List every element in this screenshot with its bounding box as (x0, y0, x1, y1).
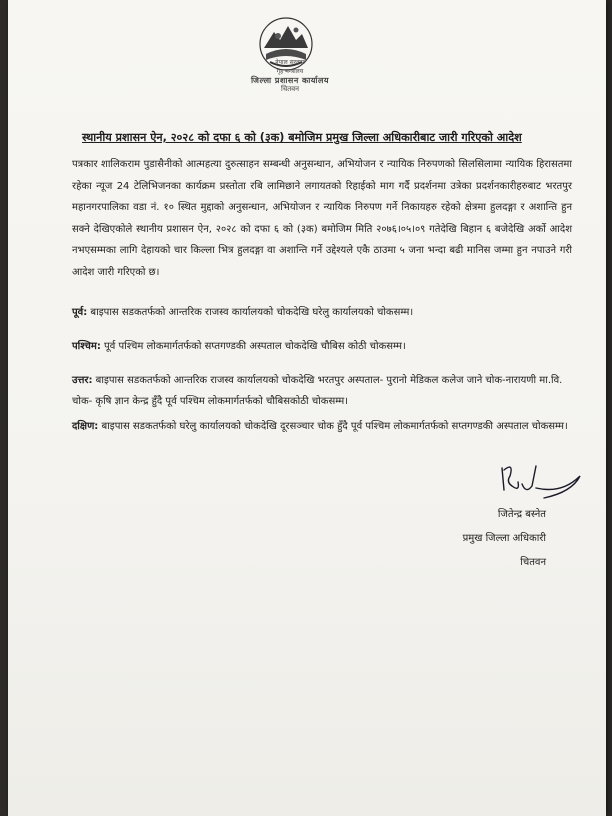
letterhead-government: नेपाल सरकार (275, 59, 305, 66)
direction-label: पूर्व: (72, 307, 88, 318)
letterhead-office: जिल्ला प्रशासन कार्यालय (250, 76, 330, 85)
body-paragraph: पत्रकार शालिकराम पुडासैनीको आत्महत्या दुरुत्साहन सम्बन्धी अनुसन्धान, अभियोजन र न्यायिक निरुपणको सिलसिलामा न्यायिक हिरासतमा रहेका न्यूज 24 टेलिभिजनका कार्यक्रम प्रस्तोता रबि लामिछाने लगायतको रिहाईको माग गर्दै प्रदर्शनमा उत्रेका प्रदर्शनकारीहरुबाट भरतपुर महानगरपालिका वडा नं. १० स्थित मुद्दाको अनुसन्धान, अभियोजन र न्यायिक निरुपण गर्ने निकायहरु रहेको क्षेत्रमा हुलदङ्गा र अशान्ति हुन सक्ने देखिएकोले स्थानीय प्रशासन ऐन, २०२८ को दफा ६ को (३क) बमोजिम मिति २०७६।०५।०९ गतेदेखि बिहान ६ बजेदेखि अर्को आदेश नभएसम्मका लागि देहायको चार किल्ला भित्र हुलदङ्गा वा अशान्ति गर्ने उद्देश्यले एकै ठाउमा ५ जना भन्दा बढी मानिस जम्मा हुन नपाउने गरी आदेश जारी गरिएको छ। (72, 159, 572, 278)
direction-west (72, 336, 572, 357)
document-page (8, 0, 606, 816)
direction-text: बाइपास सडकतर्फको आन्तरिक राजस्व कार्यालयको चोकदेखि भरतपुर अस्पताल- पुरानो मेडिकल कलेज जाने चोक-नारायणी मा.वि. चोक- कृषि ज्ञान केन्द्र हुँदै पूर्व पश्चिम लोकमार्गतर्फको चौबिसकोठी चोकसम्म। (72, 375, 563, 407)
signatory-district: चितवन (520, 557, 546, 568)
direction-text: पूर्व पश्चिम लोकमार्गतर्फको सप्तगण्डकी अस्पताल चोकदेखि चौबिस कोठी चोकसम्म। (100, 341, 406, 352)
letterhead-district: चितवन (280, 85, 300, 93)
direction-east (72, 302, 572, 323)
letterhead (230, 58, 350, 94)
signatory-name: जितेन्द्र बस्नेत (497, 509, 546, 520)
signature (492, 458, 584, 504)
signatory-designation: प्रमुख जिल्ला अधिकारी (462, 533, 546, 544)
direction-label: दक्षिण: (72, 421, 99, 432)
direction-north (72, 370, 572, 412)
letterhead-ministry: गृह मन्त्रालय (276, 68, 304, 75)
document-title: स्थानीय प्रशासन ऐन, २०२८ को दफा ६ को (३क) बमोजिम प्रमुख जिल्ला अधिकारीबाट जारी गरिएको आदेश (82, 131, 522, 144)
direction-label: उत्तर: (72, 375, 93, 386)
direction-south (72, 416, 572, 437)
direction-text: बाइपास सडकतर्फको आन्तरिक राजस्व कार्यालयको चोकदेखि घरेलु कार्यालयको चोकसम्म। (87, 307, 414, 318)
direction-label: पश्चिम: (72, 341, 101, 352)
direction-text: बाइपास सडकतर्फको घरेलु कार्यालयको चोकदेखि दूरसञ्चार चोक हुँदै पूर्व पश्चिम लोकमार्गतर्फको सप्तगण्डकी अस्पताल चोकसम्म। (98, 421, 568, 432)
